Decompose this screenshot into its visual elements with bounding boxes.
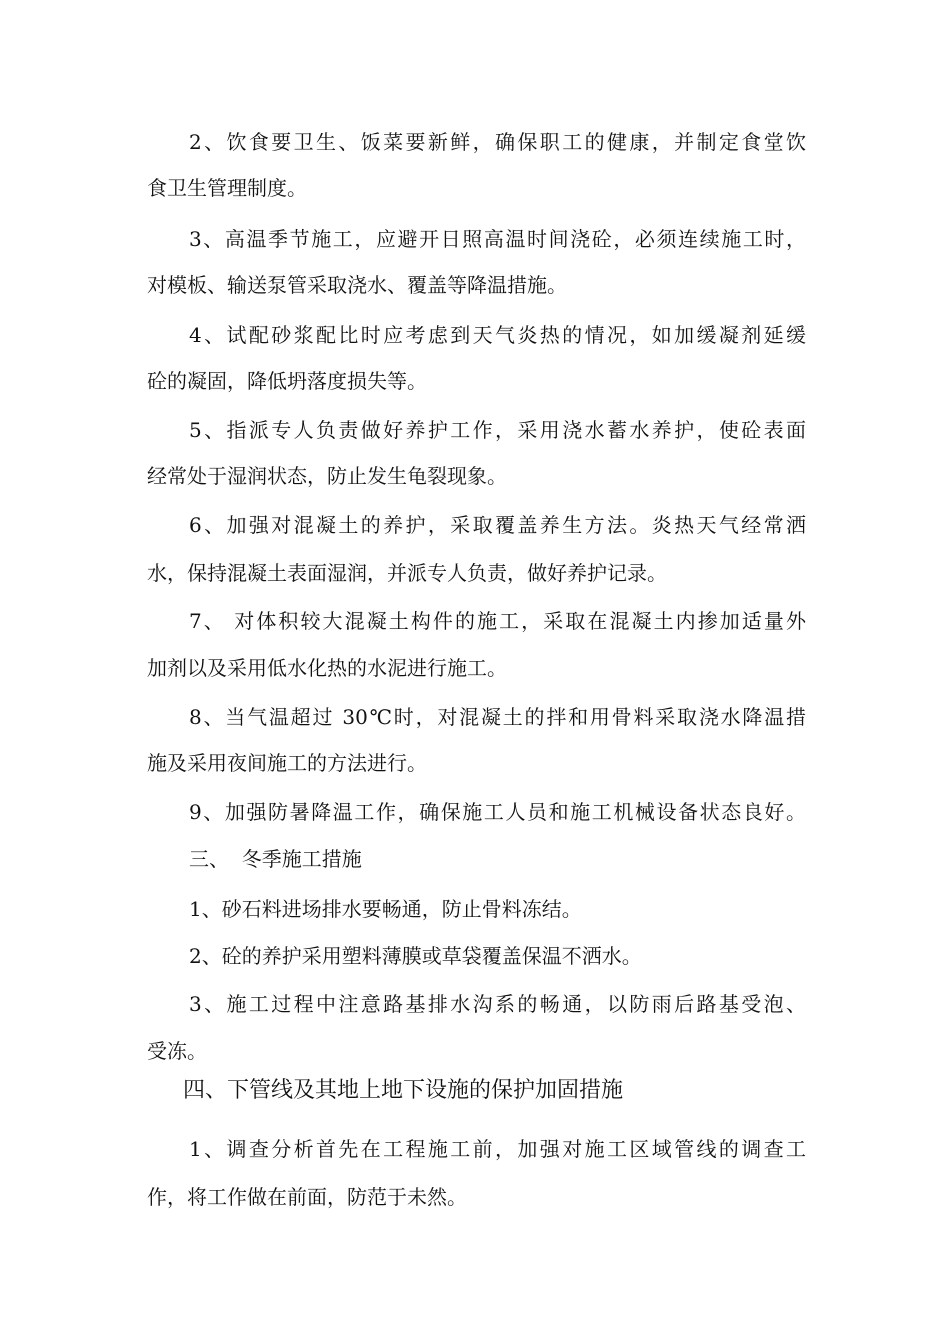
paragraph-5-line-1: 5、指派专人负责做好养护工作，采用浇水蓄水养护，使砼表面 (189, 418, 806, 442)
paragraph-9-line-1: 9、加强防暑降温工作，确保施工人员和施工机械设备状态良好。 (189, 800, 806, 824)
paragraph-3-line-1: 3、高温季节施工，应避开日照高温时间浇砼，必须连续施工时， (189, 227, 806, 251)
paragraph-5-line-2: 经常处于湿润状态，防止发生龟裂现象。 (147, 464, 507, 488)
paragraph-6-line-1: 6、加强对混凝土的养护，采取覆盖养生方法。炎热天气经常洒 (189, 513, 806, 537)
winter-item-3-line-2: 受冻。 (147, 1039, 207, 1063)
winter-item-2: 2、砼的养护采用塑料薄膜或草袋覆盖保温不洒水。 (189, 944, 642, 968)
paragraph-8-line-2: 施及采用夜间施工的方法进行。 (147, 751, 427, 775)
section-four-heading: 四、下管线及其地上地下设施的保护加固措施 (183, 1078, 624, 1103)
paragraph-3-line-2: 对模板、输送泵管采取浇水、覆盖等降温措施。 (147, 273, 567, 297)
survey-paragraph-line-1: 1、调查分析首先在工程施工前，加强对施工区域管线的调查工 (189, 1137, 806, 1161)
paragraph-7-line-1: 7、 对体积较大混凝土构件的施工，采取在混凝土内掺加适量外 (189, 609, 806, 633)
paragraph-2-line-2: 食卫生管理制度。 (147, 176, 307, 200)
paragraph-4-line-2: 砼的凝固，降低坍落度损失等。 (147, 369, 427, 393)
winter-item-1: 1、砂石料进场排水要畅通，防止骨料冻结。 (189, 897, 582, 921)
paragraph-2-line-1: 2、饮食要卫生、饭菜要新鲜，确保职工的健康，并制定食堂饮 (189, 130, 806, 154)
paragraph-8-line-1: 8、当气温超过 30℃时，对混凝土的拌和用骨料采取浇水降温措 (189, 705, 806, 729)
section-three-heading: 三、 冬季施工措施 (189, 847, 362, 871)
winter-item-3-line-1: 3、施工过程中注意路基排水沟系的畅通，以防雨后路基受泡、 (189, 992, 806, 1016)
survey-paragraph-line-2: 作，将工作做在前面，防范于未然。 (147, 1185, 467, 1209)
paragraph-7-line-2: 加剂以及采用低水化热的水泥进行施工。 (147, 656, 507, 680)
paragraph-6-line-2: 水，保持混凝土表面湿润，并派专人负责，做好养护记录。 (147, 561, 667, 585)
paragraph-4-line-1: 4、试配砂浆配比时应考虑到天气炎热的情况，如加缓凝剂延缓 (189, 323, 806, 347)
